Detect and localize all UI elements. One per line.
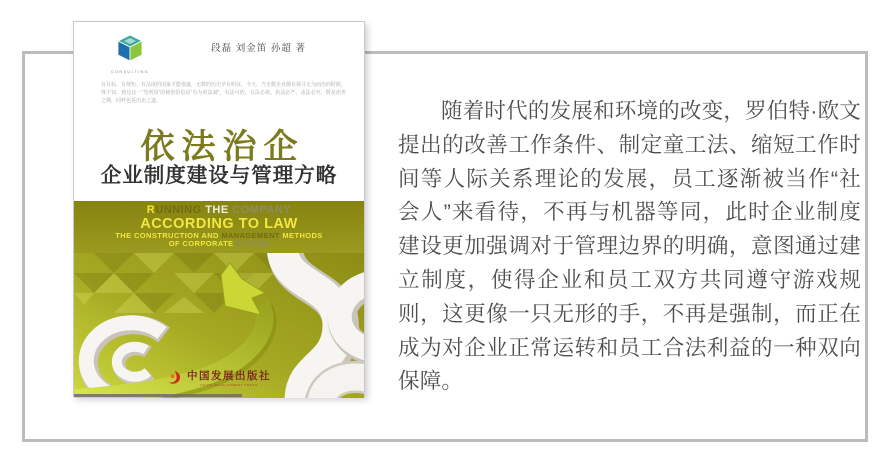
consulting-logo xyxy=(98,33,162,74)
publisher-subtext: CHINA DEVELOPMENT PRESS xyxy=(200,383,258,387)
publisher-text xyxy=(187,368,271,387)
book-cover xyxy=(73,21,365,397)
logo-caption: CONSULTING xyxy=(111,69,149,74)
cube-logo-icon xyxy=(115,33,145,63)
english-title-band xyxy=(74,201,364,253)
description-paragraph: 随着时代的发展和环境的改变，罗伯特·欧文提出的改善工作条件、制定童工法、缩短工作时间等人际关系理论的发展，员工逐渐被当作“社会人”来看待，不再与机器等同，此时企业制度建设更加强调对于管理边界的明确，意图通过建立制度，使得企业和员工双方共同遵守游戏规则，这更像一只无形的手，不再是强制，而正在成为对企业正常运转和员工合法利益的一种双向保障。 xyxy=(398,99,861,394)
authors-line: 段磊 刘金笛 孙超 著 xyxy=(211,43,306,54)
publisher-name: 中国发展出版社 xyxy=(187,371,271,382)
book-title: 依法治企 xyxy=(140,129,305,166)
book-subtitle: 企业制度建设与管理方略 xyxy=(100,164,338,187)
english-line-1: RUNNING THE COMPANY xyxy=(146,204,292,216)
publisher xyxy=(74,368,364,387)
cover-illustration xyxy=(74,253,364,398)
english-line-2: ACCORDING TO LAW xyxy=(140,215,298,232)
publisher-logo-icon xyxy=(167,370,182,386)
english-line-4: OF CORPORATE SYSTEM xyxy=(168,239,270,249)
cover-bottom-edge xyxy=(74,394,242,397)
english-line-3: THE CONSTRUCTION AND MANAGEMENT METHODS xyxy=(115,230,323,240)
cover-blurb: 有目标、有规矩、有法度的国家才能强盛，无数的历史早有明证。今天，当无数企业都在探寻无为而治的时候，殊不知，到达这一“光明顶”的秘密恰恰是“有为的法制”，有法可依、有法必依、执法必严、违法必究，既是治世之纲，同样也是治企之道。 xyxy=(101,82,347,104)
